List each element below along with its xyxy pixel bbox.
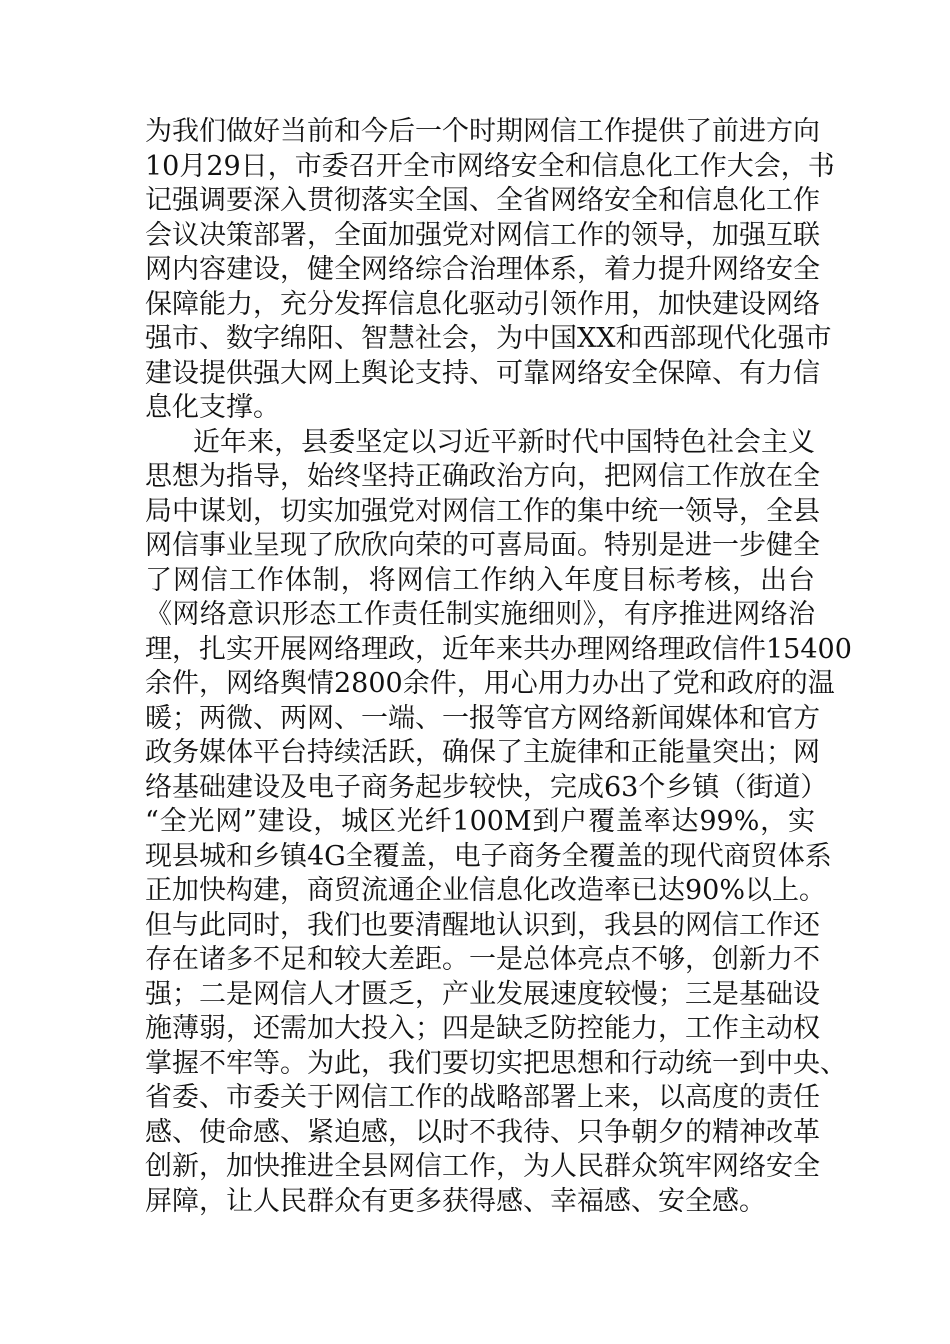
text-line: 保障能力，充分发挥信息化驱动引领作用，加快建设网络 (145, 288, 820, 320)
text-line: 掌握不牢等。为此，我们要切实把思想和行动统一到中央、 (145, 1047, 847, 1079)
text-line: 了网信工作体制，将网信工作纳入年度目标考核，出台 (145, 564, 815, 596)
text-line: 会议决策部署，全面加强党对网信工作的领导，加强互联 (145, 219, 820, 251)
text-line: 思想为指导，始终坚持正确政治方向，把网信工作放在全 (145, 461, 820, 492)
text-line: 现县城和乡镇4G全覆盖，电子商务全覆盖的现代商贸体系 (145, 840, 832, 872)
text-line: 暖；两微、两网、一端、一报等官方网络新闻媒体和官方 (145, 702, 820, 734)
text-line: 络基础建设及电子商务起步较快，完成63个乡镇（街道） (145, 771, 828, 803)
text-line: 强市、数字绵阳、智慧社会，为中国XX和西部现代化强市 (145, 323, 832, 354)
text-line: 《网络意识形态工作责任制实施细则》，有序推进网络治 (145, 599, 815, 630)
text-line: 创新，加快推进全县网信工作，为人民群众筑牢网络安全 (145, 1151, 820, 1182)
body-text (145, 115, 852, 1219)
text-line: 正加快构建，商贸流通企业信息化改造率已达90%以上。 (145, 875, 827, 906)
text-line: 余件，网络舆情2800余件，用心用力办出了党和政府的温 (145, 668, 835, 699)
text-line: 建设提供强大网上舆论支持、可靠网络安全保障、有力信 (145, 357, 820, 389)
text-line: 10月29日，市委召开全市网络安全和信息化工作大会，书 (145, 150, 835, 182)
text-line: 但与此同时，我们也要清醒地认识到，我县的网信工作还 (145, 909, 820, 941)
text-line: 强；二是网信人才匮乏，产业发展速度较慢；三是基础设 (145, 978, 820, 1010)
text-line: 为我们做好当前和今后一个时期网信工作提供了前进方向 (145, 116, 820, 147)
text-line: 屏障，让人民群众有更多获得感、幸福感、安全感。 (145, 1185, 766, 1217)
text-line: 省委、市委关于网信工作的战略部署上来，以高度的责任 (145, 1082, 820, 1113)
text-line: 网信事业呈现了欣欣向荣的可喜局面。特别是进一步健全 (145, 530, 820, 561)
text-line: 局中谋划，切实加强党对网信工作的集中统一领导，全县 (145, 495, 820, 527)
text-line: “全光网”建设，城区光纤100M到户覆盖率达99%，实 (145, 806, 815, 837)
text-line: 记强调要深入贯彻落实全国、全省网络安全和信息化工作 (145, 185, 820, 216)
text-line: 网内容建设，健全网络综合治理体系，着力提升网络安全 (145, 254, 820, 285)
text-line: 施薄弱，还需加大投入；四是缺乏防控能力，工作主动权 (145, 1013, 820, 1044)
text-line: 理，扎实开展网络理政，近年来共办理网络理政信件15400 (145, 633, 852, 665)
text-line: 感、使命感、紧迫感，以时不我待、只争朝夕的精神改革 (145, 1116, 820, 1148)
paragraph-first-line: 近年来，县委坚定以习近平新时代中国特色社会主义 (193, 426, 815, 458)
text-line: 政务媒体平台持续活跃，确保了主旋律和正能量突出；网 (145, 737, 820, 768)
text-line: 存在诸多不足和较大差距。一是总体亮点不够，创新力不 (145, 944, 820, 975)
text-line: 息化支撑。 (145, 392, 280, 423)
